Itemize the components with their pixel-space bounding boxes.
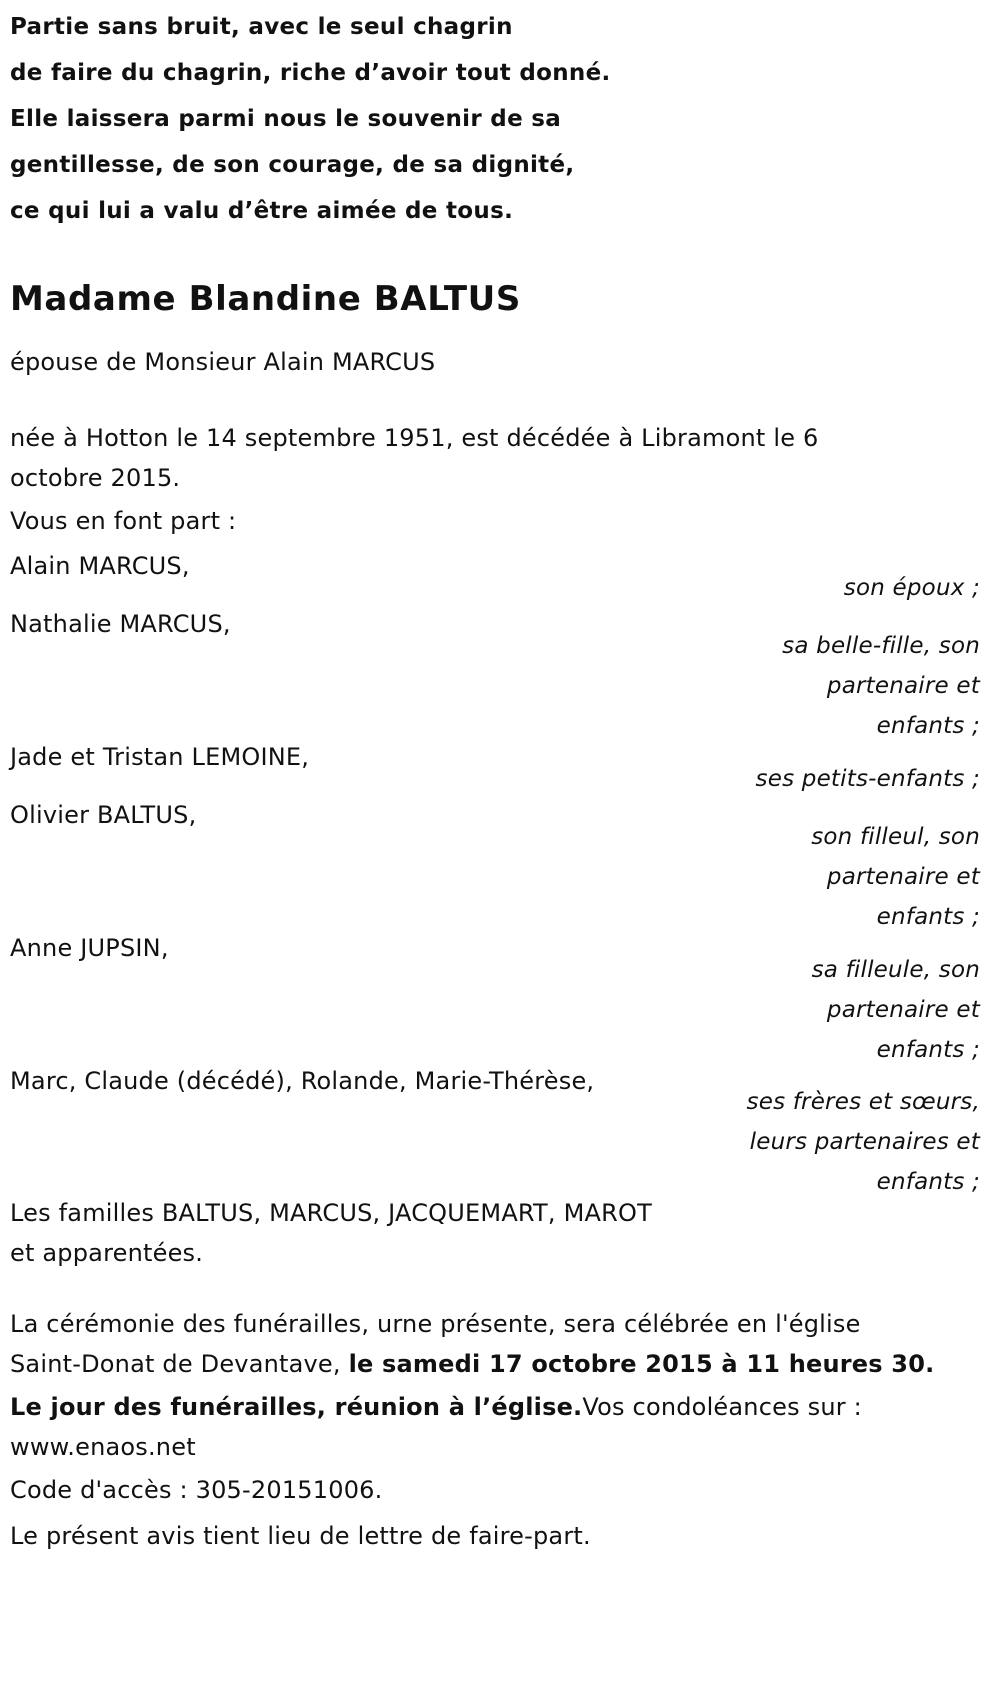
mourner-name: Nathalie MARCUS, bbox=[10, 610, 231, 638]
ceremony-place: Saint-Donat de Devantave, bbox=[10, 1350, 341, 1378]
deceased-name: Madame Blandine BALTUS bbox=[10, 279, 521, 319]
spouse-line: épouse de Monsieur Alain MARCUS bbox=[10, 348, 436, 376]
mourner-name: Olivier BALTUS, bbox=[10, 801, 197, 829]
condolences-label: Vos condoléances sur : bbox=[582, 1393, 862, 1421]
access-code: Code d'accès : 305-20151006. bbox=[10, 1476, 383, 1504]
mourner-name: Jade et Tristan LEMOINE, bbox=[10, 743, 310, 771]
poem-line: gentillesse, de son courage, de sa dignité, bbox=[10, 152, 575, 178]
relation-line: leurs partenaires et bbox=[749, 1129, 980, 1155]
poem-line: Elle laissera parmi nous le souvenir de sa bbox=[10, 106, 562, 132]
mourner-relation bbox=[812, 950, 980, 1070]
relation-line: partenaire et bbox=[826, 673, 980, 699]
poem-line: de faire du chagrin, riche d’avoir tout donné. bbox=[10, 60, 611, 86]
mourner-relation bbox=[747, 1082, 980, 1202]
relation-line: ses frères et sœurs, bbox=[746, 1089, 980, 1115]
mourner-relation: son époux ; bbox=[843, 575, 980, 601]
notice-line: Le présent avis tient lieu de lettre de faire-part. bbox=[10, 1522, 591, 1550]
relation-line: partenaire et bbox=[826, 864, 980, 890]
mourner-name: Anne JUPSIN, bbox=[10, 934, 169, 962]
relation-line: enfants ; bbox=[876, 1169, 980, 1195]
poem-line: ce qui lui a valu d’être aimée de tous. bbox=[10, 198, 514, 224]
mourner-name: Marc, Claude (décédé), Rolande, Marie-Thérèse, bbox=[10, 1067, 595, 1095]
epitaph-poem bbox=[10, 4, 611, 234]
condolences-paragraph bbox=[10, 1387, 862, 1467]
announcement-intro: Vous en font part : bbox=[10, 507, 237, 535]
poem-line: Partie sans bruit, avec le seul chagrin bbox=[10, 14, 513, 40]
meeting-note: Le jour des funérailles, réunion à l’église. bbox=[10, 1393, 583, 1421]
relation-line: son filleul, son bbox=[811, 824, 980, 850]
relation-line: enfants ; bbox=[876, 1037, 980, 1063]
ceremony-date: le samedi 17 octobre 2015 à 11 heures 30. bbox=[348, 1350, 935, 1378]
relation-line: enfants ; bbox=[876, 904, 980, 930]
birth-death-statement: née à Hotton le 14 septembre 1951, est décédée à Libramont le 6 octobre 2015. bbox=[10, 424, 819, 492]
families-line: et apparentées. bbox=[10, 1239, 204, 1267]
mourner-relation bbox=[782, 626, 980, 746]
families-paragraph bbox=[10, 1193, 652, 1273]
mourner-name: Alain MARCUS, bbox=[10, 552, 190, 580]
relation-line: enfants ; bbox=[876, 713, 980, 739]
mourner-relation: ses petits-enfants ; bbox=[755, 766, 980, 792]
families-line: Les familles BALTUS, MARCUS, JACQUEMART, MAROT bbox=[10, 1199, 652, 1227]
ceremony-line: La cérémonie des funérailles, urne présente, sera célébrée en l'église bbox=[10, 1310, 861, 1338]
relation-line: sa filleule, son bbox=[811, 957, 980, 983]
ceremony-paragraph bbox=[10, 1304, 934, 1384]
relation-line: partenaire et bbox=[826, 997, 980, 1023]
mourner-relation bbox=[811, 817, 980, 937]
condolences-website[interactable]: www.enaos.net bbox=[10, 1433, 196, 1461]
relation-line: sa belle-fille, son bbox=[782, 633, 980, 659]
